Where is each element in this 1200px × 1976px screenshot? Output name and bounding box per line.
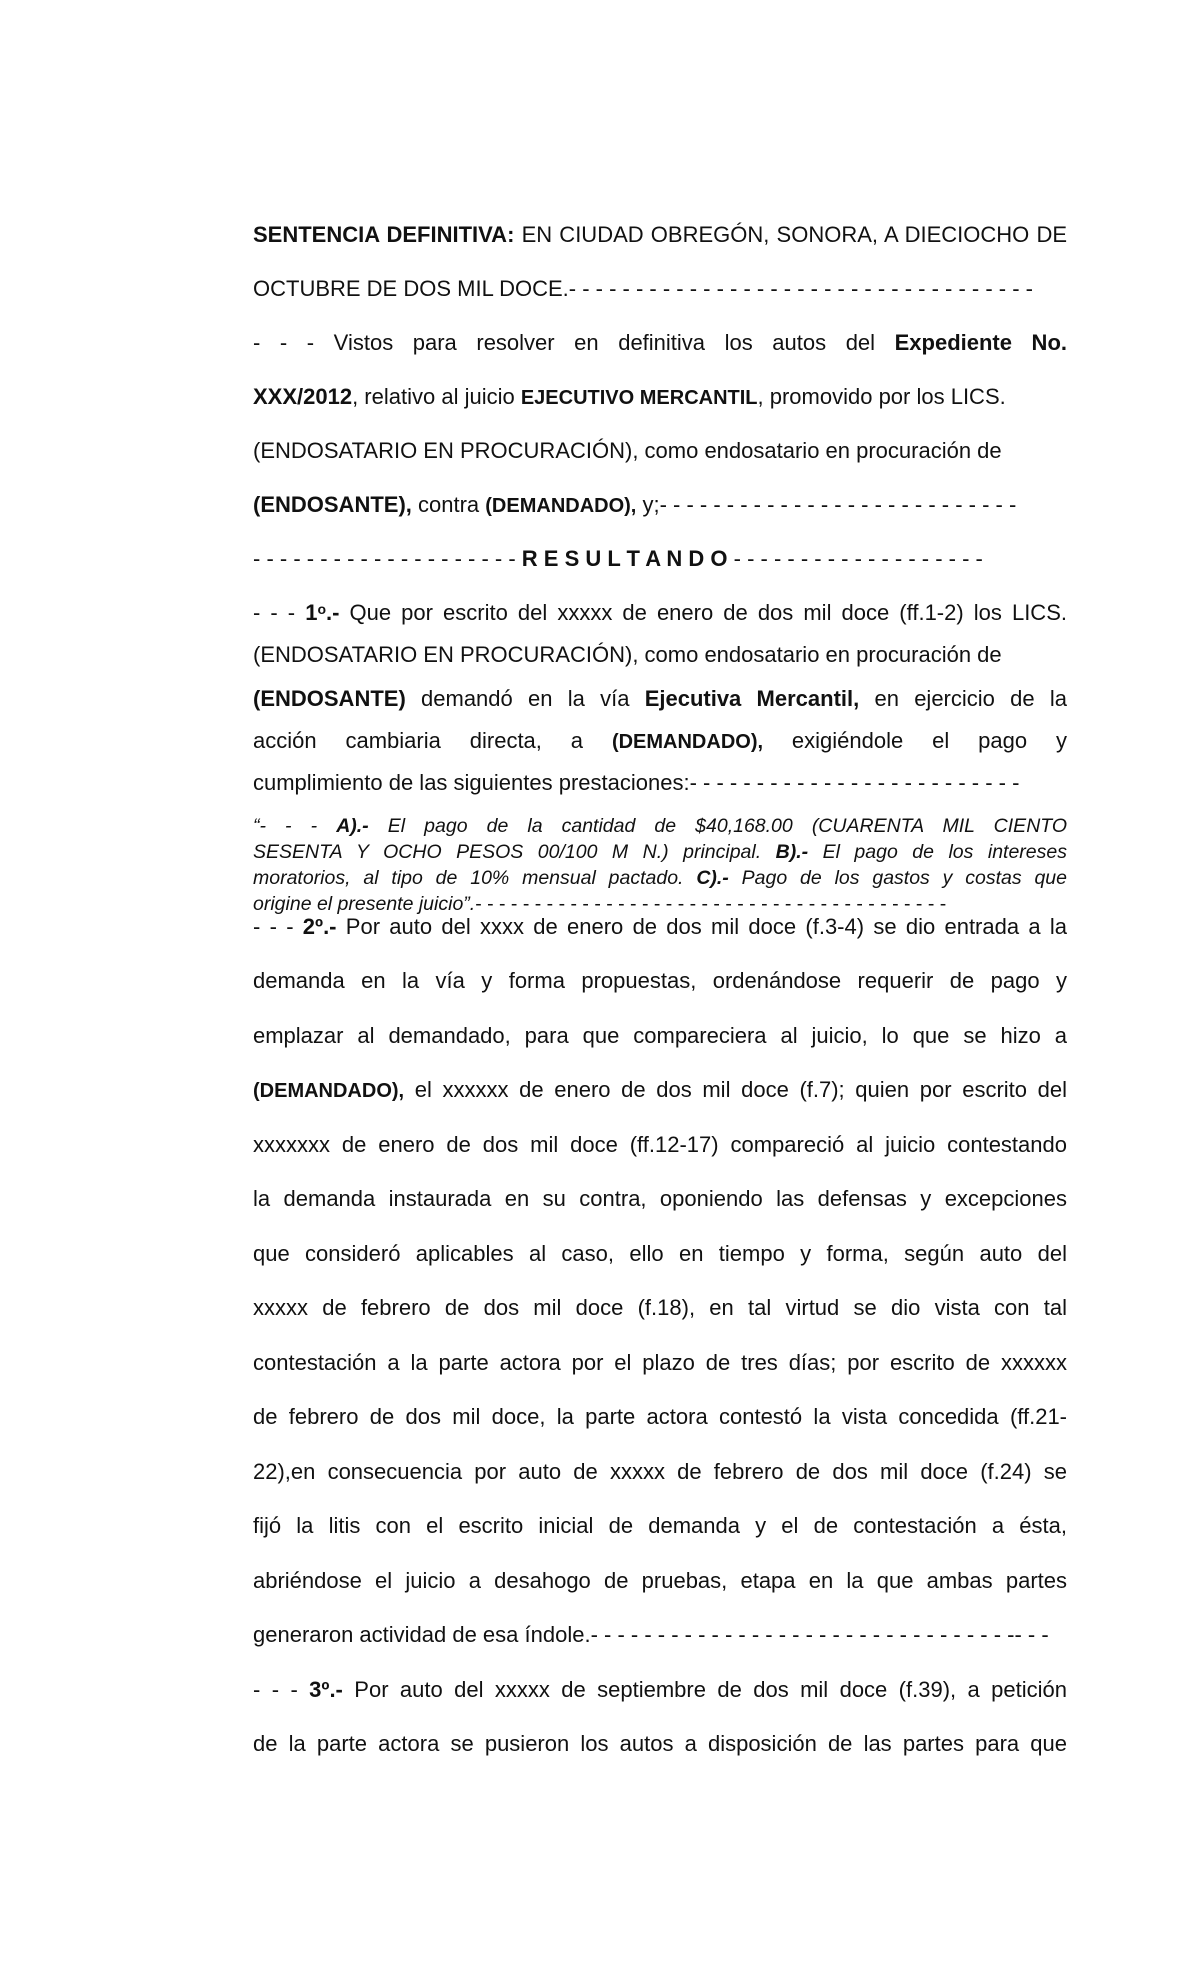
text-span: acción cambiaria directa, a [253,728,612,753]
text-span: OCTUBRE DE DOS MIL DOCE.- - - - - - - - - - - - - - - - - - - - - - - - - - - - - - - - - - - [253,276,1034,301]
text-span: el xxxxxx de enero de dos mil doce (f.7); quien por escrito del [404,1077,1067,1102]
text-line [253,1132,1067,1158]
text-span: generaron actividad de esa índole.- - - - - - - - - - - - - - - - - - - - - - - - - - - - - - - -- - - [253,1622,1049,1647]
text-line [253,686,1067,712]
text-line [253,1404,1067,1430]
bold-span: (DEMANDADO), [611,731,764,753]
case-number: XXX/2012 [253,384,353,409]
text-line [253,438,1067,464]
text-line [253,1677,1067,1703]
text-span: contra [411,492,486,517]
text-line [253,1186,1067,1212]
quote-line [253,866,1067,890]
text-line [253,1731,1067,1757]
text-span: emplazar al demandado, para que compareciera al juicio, lo que se hizo a [253,1023,1067,1048]
text-span: xxxxx de febrero de dos mil doce (f.18), en tal virtud se dio vista con tal [253,1295,1067,1320]
text-line [253,492,1067,519]
text-span: Pago de los gastos y costas que [728,867,1067,889]
bold-span: 3º.- [309,1677,343,1702]
text-line [253,1241,1067,1267]
text-span: Por auto del xxxx de enero de dos mil doce (f.3-4) se dio entrada a la [336,914,1067,939]
text-span: de febrero de dos mil doce, la parte actora contestó la vista concedida (ff.21- [253,1404,1067,1429]
text-span: Por auto del xxxxx de septiembre de dos mil doce (f.39), a petición [342,1677,1067,1702]
text-line [253,1622,1067,1648]
text-span: (ENDOSATARIO EN PROCURACIÓN), como endosatario en procuración de [253,438,1002,463]
text-span: - - - [253,914,303,939]
bold-span: C).- [696,867,729,889]
paragraph-heading-line [253,222,1067,248]
text-span: - - - Vistos para resolver en definitiva los autos del [253,330,895,355]
text-span: (ENDOSATARIO EN PROCURACIÓN), como endosatario en procuración de [253,642,1002,667]
text-span: fijó la litis con el escrito inicial de demanda y el de contestación a ésta, [253,1513,1067,1538]
quote-line [253,840,1067,864]
text-span: El pago de la cantidad de $40,168.00 (CUARENTA MIL CIENTO [368,815,1067,837]
text-span: y;- - - - - - - - - - - - - - - - - - - - - - - - - - - [636,492,1017,517]
quote-line [253,814,1067,838]
text-line [253,1350,1067,1376]
text-span: - - - - - - - - - - - - - - - - - - - - - - - - - - - - - - - - - - - - - - - - [475,893,947,915]
quote-line [253,892,1067,916]
text-line [253,1513,1067,1539]
sentence-title: SENTENCIA DEFINITIVA: [253,222,515,247]
text-span: de la parte actora se pusieron los autos a disposición de las partes para que [253,1731,1067,1756]
text-span: la demanda instaurada en su contra, oponiendo las defensas y excepciones [253,1186,1067,1211]
text-span: demandó en la vía [405,686,645,711]
document-page [253,0,1067,1976]
text-span: - - - [253,1677,310,1702]
bold-span: A).- [336,815,369,837]
bold-span: (DEMANDADO), [253,1080,405,1102]
text-line [253,1295,1067,1321]
bold-span: .- [326,600,340,625]
text-line [253,642,1067,668]
text-span: EN CIUDAD OBREGÓN, SONORA, A DIECIOCHO DE [514,222,1067,247]
superscript: o [317,601,326,617]
text-span: - - - - - - - - - - - - - - - - - - - [727,546,983,571]
text-line [253,968,1067,994]
bold-span: (ENDOSANTE), [253,492,412,517]
text-line [253,728,1067,755]
text-line [253,384,1067,411]
bold-span: (DEMANDADO), [485,495,637,517]
text-line [253,276,1067,302]
text-span: exigiéndole el pago y [763,728,1067,753]
text-line [253,1568,1067,1594]
text-span: El pago de los intereses [808,841,1067,863]
text-span: que consideró aplicables al caso, ello en tiempo y forma, según auto del [253,1241,1067,1266]
text-span: moratorios, al tipo de 10% mensual pactado. [253,867,697,889]
text-span: , relativo al juicio [352,384,521,409]
text-span: - - - [253,600,306,625]
text-line [253,914,1067,940]
text-span: xxxxxxx de enero de dos mil doce (ff.12-17) compareció al juicio contestando [253,1132,1067,1157]
text-line [253,770,1067,796]
text-span: cumplimiento de las siguientes prestaciones:- - - - - - - - - - - - - - - - - - - - - - - - - [253,770,1020,795]
text-line [253,1023,1067,1049]
text-span: SESENTA Y OCHO PESOS 00/100 M N.) principal. [253,841,776,863]
text-span: , promovido por los LICS. [757,384,1006,409]
section-heading: R E S U L T A N D O [521,546,728,571]
bold-span: B).- [775,841,809,863]
text-span: Que por escrito del xxxxx de enero de dos mil doce (ff.1-2) los LICS. [339,600,1067,625]
text-line [253,1459,1067,1485]
text-line [253,600,1067,626]
bold-span: 2º.- [302,914,337,939]
bold-span: (ENDOSANTE) [253,686,406,711]
bold-span: Ejecutiva Mercantil, [644,686,860,711]
text-span: - - - - - - - - - - - - - - - - - - - - [253,546,522,571]
text-span: demanda en la vía y forma propuestas, ordenándose requerir de pago y [253,968,1067,993]
text-span: 22),en consecuencia por auto de xxxxx de febrero de dos mil doce (f.24) se [253,1459,1067,1484]
bold-span: Expediente No. [894,330,1067,355]
text-span: “- - - [253,815,337,837]
section-heading-line [253,546,1067,572]
text-span: abriéndose el juicio a desahogo de pruebas, etapa en la que ambas partes [253,1568,1067,1593]
text-line [253,1077,1067,1104]
text-span: contestación a la parte actora por el plazo de tres días; por escrito de xxxxxx [253,1350,1067,1375]
text-span: origine el presente juicio”. [253,893,476,915]
text-line [253,330,1067,356]
bold-span: 1 [305,600,318,625]
bold-span: EJECUTIVO MERCANTIL [520,387,758,409]
text-span: en ejercicio de la [859,686,1067,711]
